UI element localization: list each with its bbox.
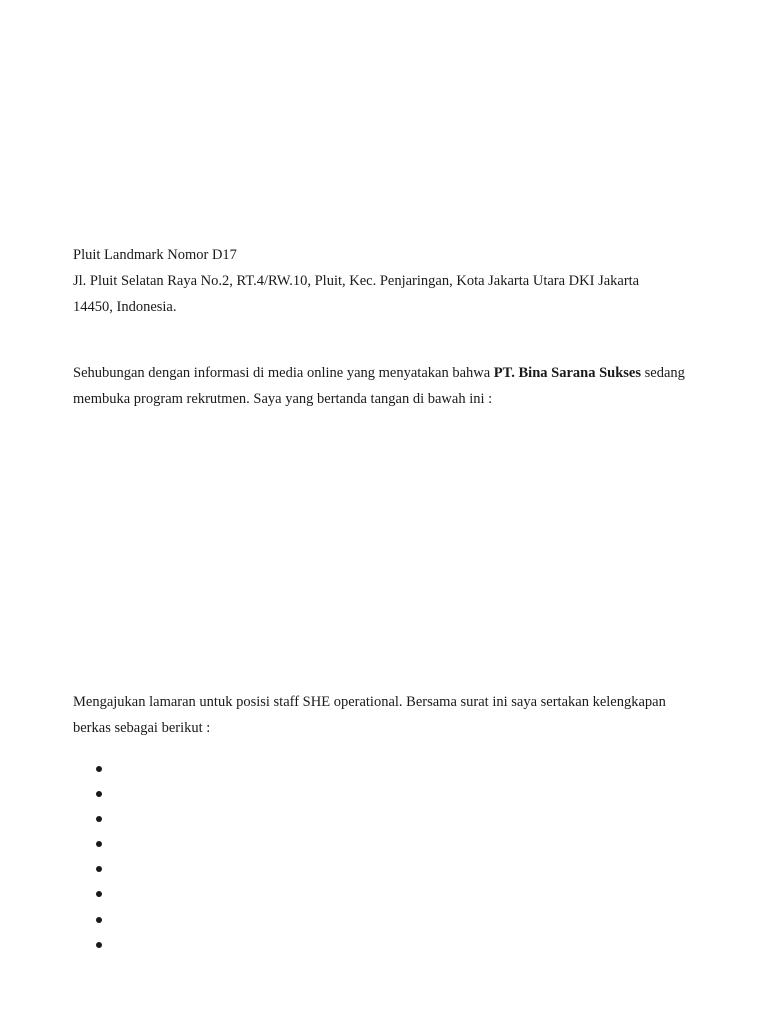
bullet-icon bbox=[96, 866, 102, 872]
intro-text-after: sedang membuka program rekrutmen. Saya yang bertanda tangan di bawah ini : bbox=[73, 365, 685, 407]
address-block bbox=[73, 242, 693, 320]
bullet-icon bbox=[96, 791, 102, 797]
list-item bbox=[73, 782, 693, 807]
bullet-icon bbox=[96, 942, 102, 948]
application-paragraph: Mengajukan lamaran untuk posisi staff SHE operational. Bersama surat ini saya sertakan kelengkapan berkas sebagai berikut : bbox=[73, 694, 666, 736]
intro-paragraph bbox=[73, 360, 693, 412]
bullet-icon bbox=[96, 917, 102, 923]
attachment-list bbox=[73, 757, 693, 958]
bullet-icon bbox=[96, 766, 102, 772]
list-item bbox=[73, 857, 693, 882]
list-item bbox=[73, 832, 693, 857]
bullet-icon bbox=[96, 841, 102, 847]
list-item bbox=[73, 908, 693, 933]
bullet-icon bbox=[96, 816, 102, 822]
intro-text-before: Sehubungan dengan informasi di media online yang menyatakan bahwa bbox=[73, 365, 494, 381]
list-item bbox=[73, 757, 693, 782]
address-line-1: Pluit Landmark Nomor D17 bbox=[73, 247, 237, 263]
bullet-icon bbox=[96, 891, 102, 897]
company-name: PT. Bina Sarana Sukses bbox=[493, 365, 641, 381]
address-line-2: Jl. Pluit Selatan Raya No.2, RT.4/RW.10, Pluit, Kec. Penjaringan, Kota Jakarta Utara DKI Jakarta bbox=[73, 273, 640, 289]
list-item bbox=[73, 933, 693, 958]
list-item bbox=[73, 882, 693, 907]
address-line-3: 14450, Indonesia. bbox=[73, 299, 177, 315]
list-item bbox=[73, 807, 693, 832]
